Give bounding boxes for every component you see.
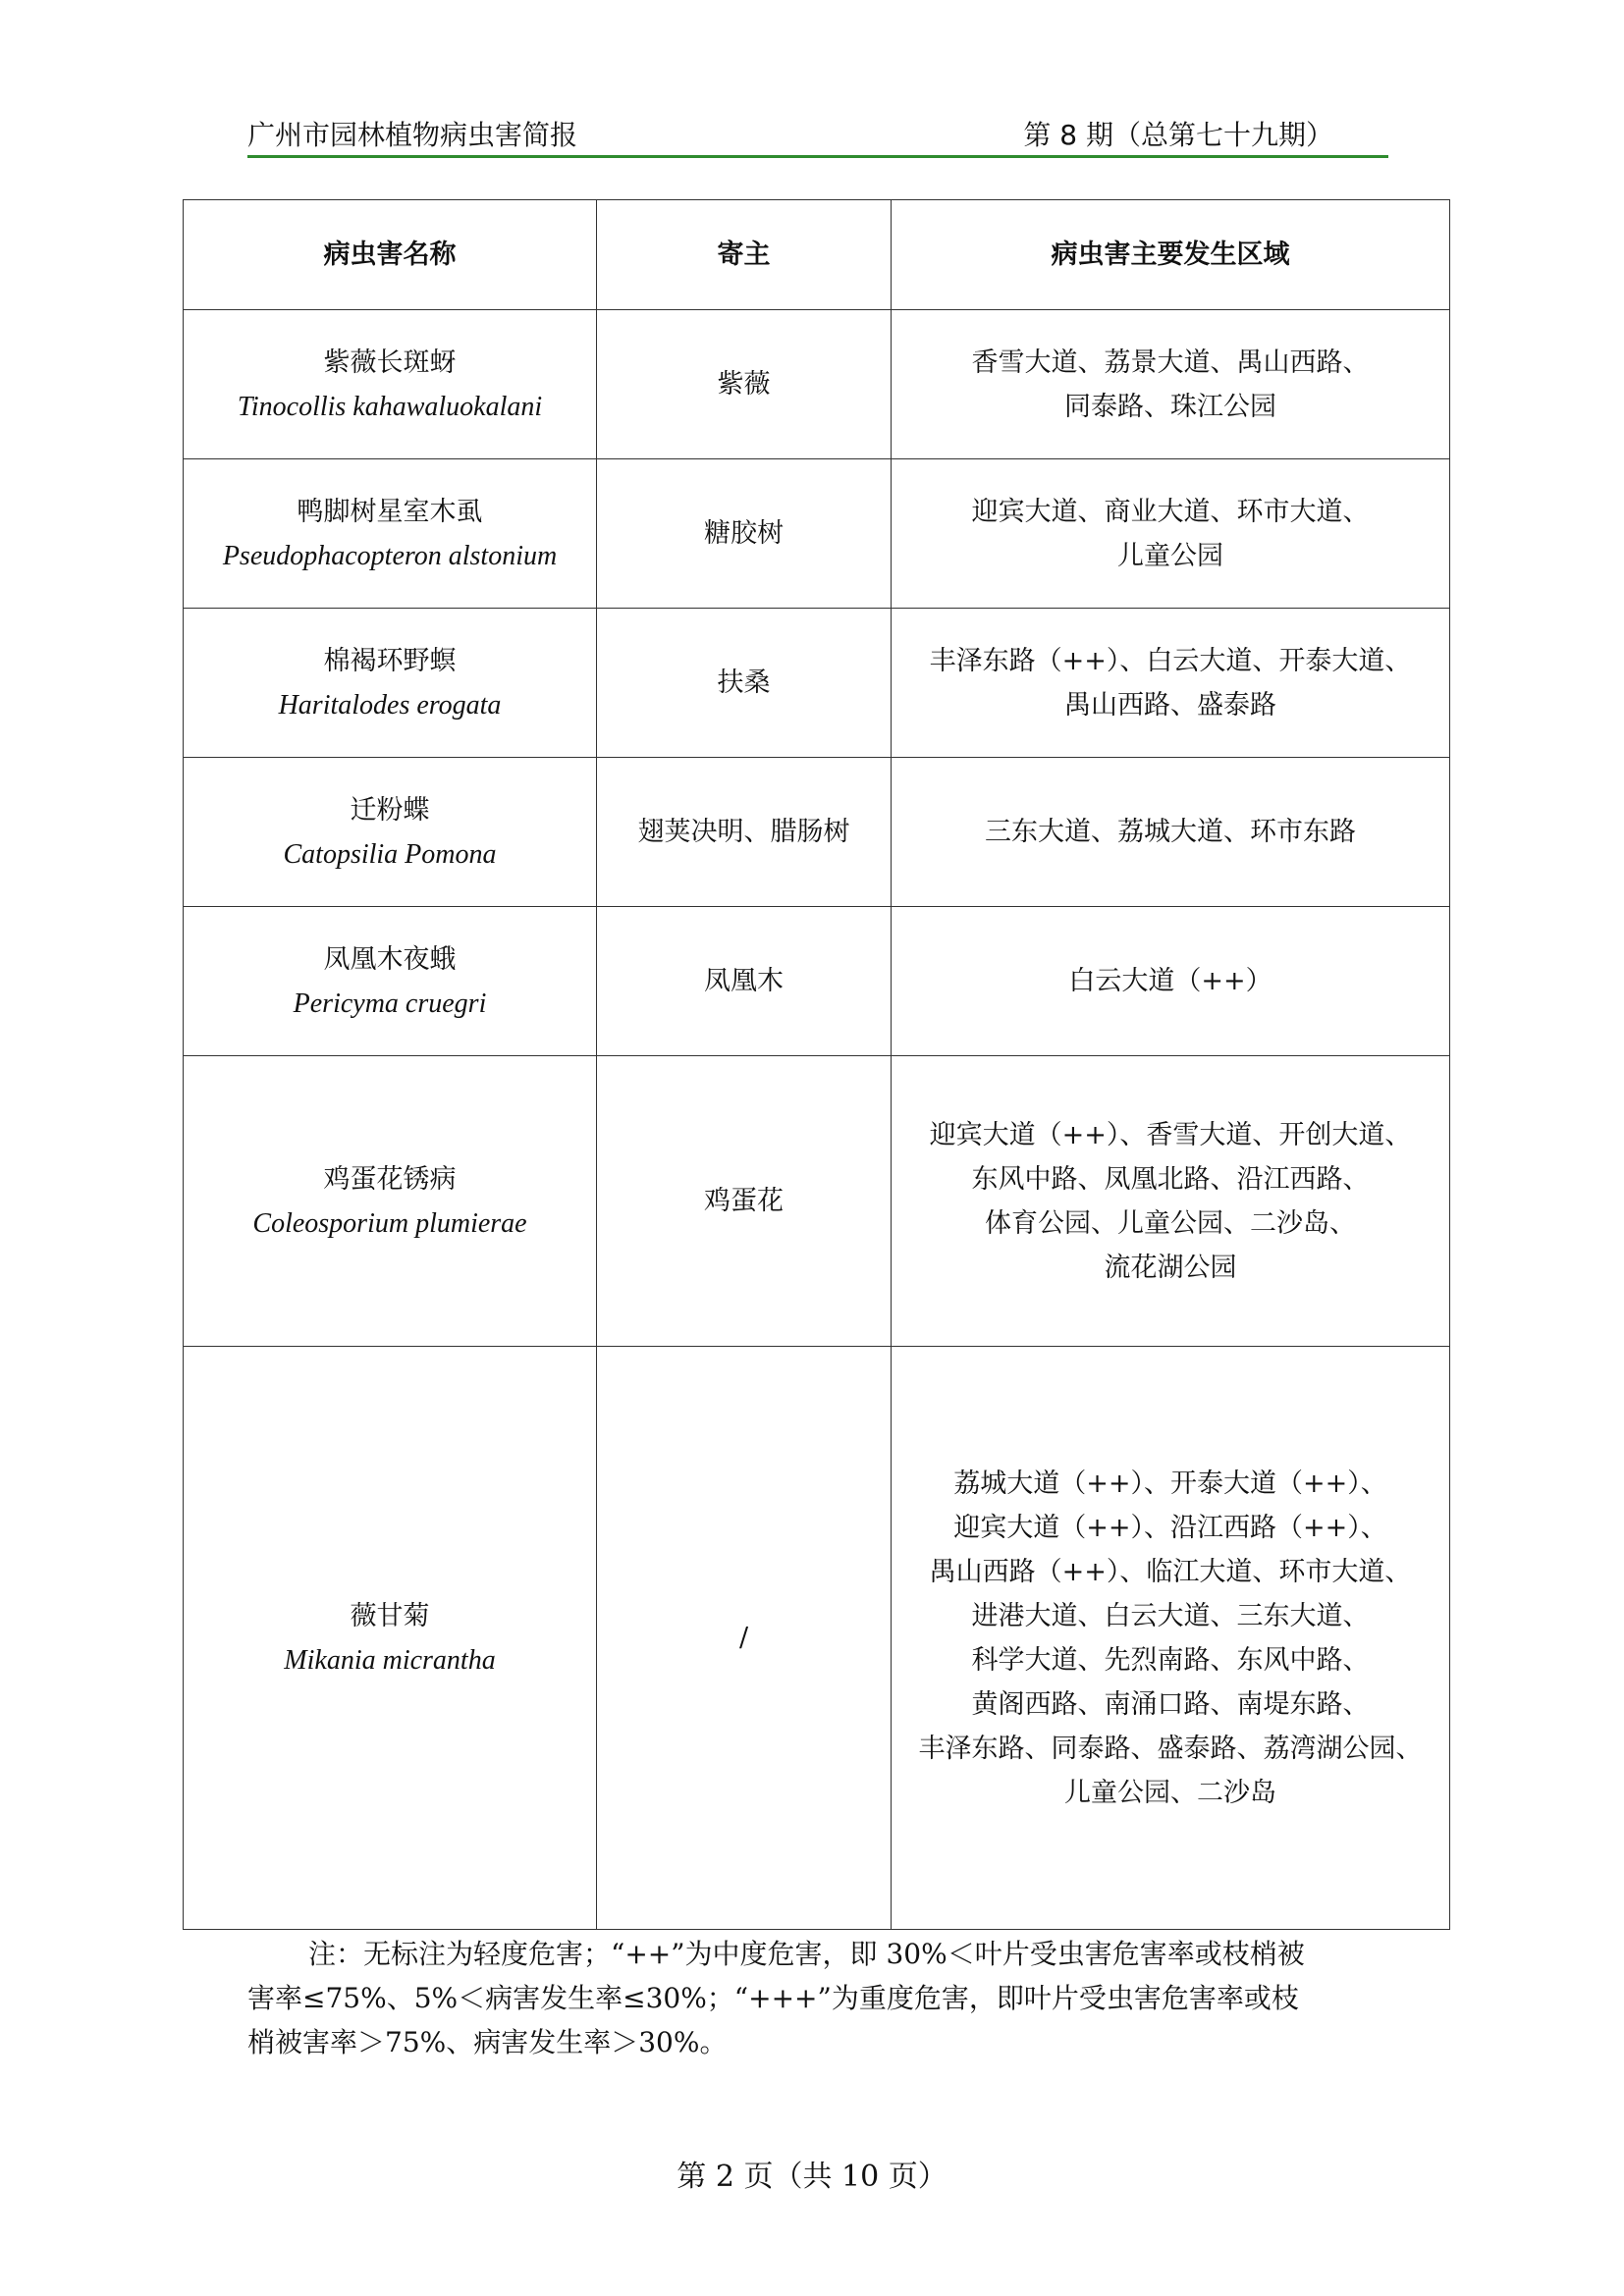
- host-cell: 糖胶树: [597, 459, 892, 609]
- pest-name-chinese: 鸭脚树星室木虱: [297, 496, 483, 527]
- area-line: 禺山西路（++）、临江大道、环市大道、: [929, 1556, 1412, 1587]
- pest-name-latin: Pseudophacopteron alstonium: [222, 540, 558, 571]
- area-line: 儿童公园: [1117, 540, 1223, 571]
- table-note: [247, 1932, 1396, 2064]
- host-cell: 翅荚决明、腊肠树: [597, 758, 892, 907]
- area-cell: [892, 1347, 1450, 1930]
- pest-name-cell: [184, 1056, 597, 1347]
- host-cell: 紫薇: [597, 310, 892, 459]
- area-line: 黄阁西路、南涌口路、南堤东路、: [971, 1688, 1370, 1720]
- column-header-name: 病虫害名称: [184, 200, 597, 310]
- pest-name-latin: Coleosporium plumierae: [252, 1207, 527, 1239]
- area-line: 儿童公园、二沙岛: [1064, 1777, 1276, 1808]
- pest-name-chinese: 紫薇长斑蚜: [323, 347, 457, 378]
- column-header-host: 寄主: [597, 200, 892, 310]
- pest-name-cell: [184, 609, 597, 758]
- table-row: [184, 459, 1450, 609]
- area-line: 迎宾大道、商业大道、环市大道、: [971, 496, 1370, 527]
- table-row: [184, 1347, 1450, 1930]
- area-line: 丰泽东路、同泰路、盛泰路、荔湾湖公园、: [918, 1733, 1423, 1764]
- host-cell: /: [597, 1347, 892, 1930]
- area-line: 进港大道、白云大道、三东大道、: [971, 1600, 1370, 1631]
- area-cell: [892, 758, 1450, 907]
- page-number: 第 2 页（共 10 页）: [677, 2160, 947, 2194]
- host-cell: 扶桑: [597, 609, 892, 758]
- pest-name-cell: [184, 1347, 597, 1930]
- area-line: 流花湖公园: [1104, 1252, 1237, 1283]
- column-header-area: 病虫害主要发生区域: [892, 200, 1450, 310]
- area-line: 三东大道、荔城大道、环市东路: [985, 817, 1356, 847]
- area-cell: [892, 609, 1450, 758]
- note-line-1: 注：无标注为轻度危害；“++”为中度危害，即 30%＜叶片受虫害危害率或枝梢被: [308, 1938, 1305, 1970]
- pest-name-chinese: 棉褐环野螟: [323, 645, 457, 676]
- area-line: 科学大道、先烈南路、东风中路、: [971, 1644, 1370, 1676]
- area-cell: [892, 310, 1450, 459]
- table-body: [184, 310, 1450, 1930]
- area-line: 荔城大道（++）、开泰大道（++）、: [953, 1468, 1387, 1499]
- table-row: [184, 310, 1450, 459]
- area-line: 白云大道（++）: [1068, 966, 1272, 996]
- note-line-3: 梢被害率＞75%、病害发生率＞30%。: [247, 2026, 728, 2058]
- area-line: 禺山西路、盛泰路: [1064, 689, 1276, 721]
- report-title: 广州市园林植物病虫害简报: [247, 119, 578, 151]
- page-header: [247, 114, 1388, 153]
- pest-name-cell: [184, 310, 597, 459]
- table-row: [184, 609, 1450, 758]
- host-cell: 凤凰木: [597, 907, 892, 1056]
- pest-name-cell: [184, 459, 597, 609]
- pest-table: [183, 199, 1450, 1930]
- area-cell: [892, 907, 1450, 1056]
- area-line: 丰泽东路（++）、白云大道、开泰大道、: [929, 645, 1412, 676]
- pest-name-latin: Catopsilia Pomona: [283, 838, 497, 870]
- table-row: [184, 907, 1450, 1056]
- note-line-2: 害率≤75%、5%＜病害发生率≤30%；“+++”为重度危害，即叶片受虫害危害率或枝: [247, 1982, 1299, 2014]
- table-row: [184, 1056, 1450, 1347]
- pest-name-chinese: 凤凰木夜蛾: [323, 943, 457, 975]
- host-cell: 鸡蛋花: [597, 1056, 892, 1347]
- issue-number: 第 8 期（总第七十九期）: [1023, 119, 1333, 151]
- pest-name-chinese: 迁粉蝶: [350, 794, 430, 826]
- area-line: 迎宾大道（++）、香雪大道、开创大道、: [929, 1119, 1412, 1150]
- pest-name-cell: [184, 907, 597, 1056]
- area-cell: [892, 459, 1450, 609]
- pest-name-latin: Haritalodes erogata: [278, 689, 502, 721]
- area-cell: [892, 1056, 1450, 1347]
- pest-name-latin: Pericyma cruegri: [293, 988, 487, 1019]
- pest-name-cell: [184, 758, 597, 907]
- area-line: 迎宾大道（++）、沿江西路（++）、: [953, 1512, 1387, 1543]
- pest-name-chinese: 鸡蛋花锈病: [323, 1163, 457, 1195]
- header-divider: [247, 155, 1388, 158]
- pest-name-chinese: 薇甘菊: [350, 1600, 430, 1631]
- area-line: 香雪大道、荔景大道、禺山西路、: [971, 347, 1370, 378]
- table-header-row: [184, 200, 1450, 310]
- area-line: 东风中路、凤凰北路、沿江西路、: [971, 1163, 1370, 1195]
- pest-name-latin: Mikania micrantha: [284, 1644, 496, 1676]
- area-line: 同泰路、珠江公园: [1064, 391, 1276, 422]
- table-row: [184, 758, 1450, 907]
- area-line: 体育公园、儿童公园、二沙岛、: [985, 1207, 1356, 1239]
- pest-name-latin: Tinocollis kahawaluokalani: [237, 391, 543, 422]
